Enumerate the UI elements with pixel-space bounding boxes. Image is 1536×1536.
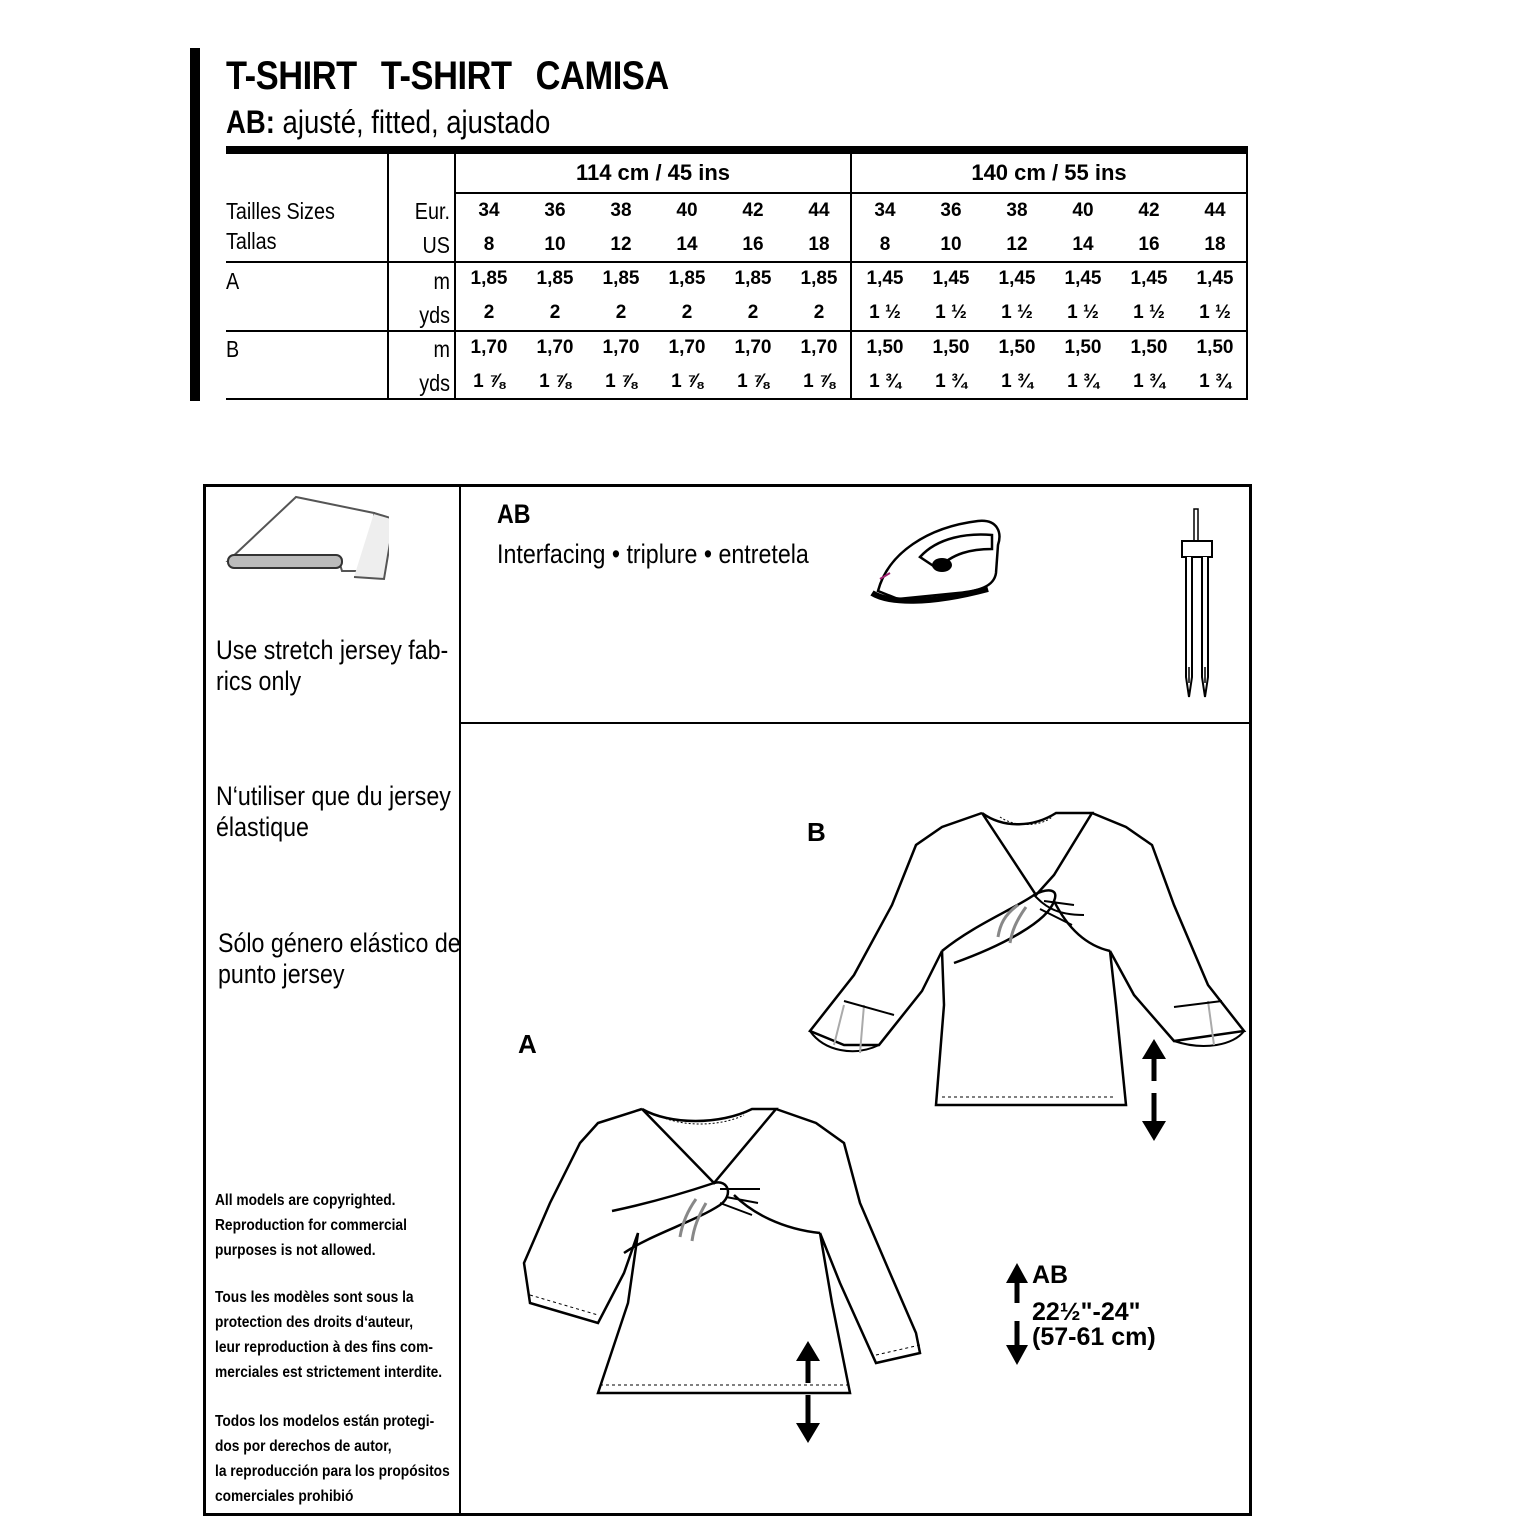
length-views-label: AB	[1032, 1261, 1069, 1289]
copyright-line: protection des droits d‘auteur,	[215, 1314, 414, 1331]
yards-cell: 1 ⅞	[539, 371, 571, 392]
us-size-cell: 14	[1072, 234, 1094, 255]
eur-size-cell: 38	[610, 200, 632, 221]
yardage-table	[226, 146, 1248, 402]
eur-size-cell: 42	[1138, 200, 1160, 221]
yards-cell: 1 ¾	[869, 371, 901, 392]
copyright-line: leur reproduction à des fins com-	[215, 1339, 433, 1356]
eur-size-cell: 34	[874, 200, 896, 221]
yards-cell: 2	[615, 302, 627, 323]
yards-cell: 1 ½	[869, 302, 901, 323]
yards-unit: yds	[419, 370, 450, 396]
yards-cell: 2	[681, 302, 693, 323]
yards-cell: 1 ½	[1001, 302, 1033, 323]
length-arrow-icon	[794, 1339, 822, 1445]
us-size-cell: 12	[610, 234, 632, 255]
fit-subtitle: AB: ajusté, fitted, ajustado	[226, 104, 551, 140]
eur-size-cell: 40	[676, 200, 698, 221]
copyright-line: All models are copyrighted.	[215, 1192, 396, 1209]
copyright-line: la reproducción para los propósitos	[215, 1463, 450, 1480]
us-size-cell: 16	[1138, 234, 1160, 255]
us-size-cell: 10	[544, 234, 566, 255]
eur-size-cell: 44	[808, 200, 830, 221]
yards-cell: 1 ½	[1199, 302, 1231, 323]
eur-size-cell: 36	[940, 200, 962, 221]
meters-unit: m	[433, 336, 450, 362]
yards-cell: 2	[483, 302, 495, 323]
yards-cell: 1 ¾	[935, 371, 967, 392]
us-size-cell: 16	[742, 234, 764, 255]
yards-cell: 1 ½	[1133, 302, 1165, 323]
fabric-note-en: Use stretch jersey fab-	[216, 635, 449, 665]
meters-cell: 1,85	[536, 268, 574, 289]
yards-cell: 1 ⅞	[671, 371, 703, 392]
view-b-garment	[804, 805, 1254, 1135]
width-header-140: 140 cm / 55 ins	[971, 160, 1127, 185]
copyright-line: dos por derechos de autor,	[215, 1438, 392, 1455]
fabric-note-fr: N‘utiliser que du jersey	[216, 781, 451, 811]
fabric-note-en-2: rics only	[216, 666, 302, 696]
finished-length-cm: (57-61 cm)	[1032, 1323, 1156, 1351]
fabric-note-fr-2: élastique	[216, 812, 309, 842]
yards-cell: 1 ¾	[1067, 371, 1099, 392]
fabric-note-es: Sólo género elástico de	[218, 928, 461, 958]
view-a-letter: A	[518, 1029, 537, 1059]
notions-panel	[203, 484, 1252, 1516]
interfacing-text: Interfacing • triplure • entretela	[497, 539, 809, 569]
yards-cell: 2	[747, 302, 759, 323]
meters-cell: 1,50	[1196, 337, 1234, 358]
meters-cell: 1,45	[1064, 268, 1102, 289]
yards-cell: 1 ⅞	[803, 371, 835, 392]
copyright-en	[215, 1188, 407, 1263]
meters-cell: 1,85	[602, 268, 640, 289]
us-size-cell: 18	[1204, 234, 1226, 255]
us-size-cell: 18	[808, 234, 830, 255]
meters-unit: m	[433, 268, 450, 294]
yards-unit: yds	[419, 302, 450, 328]
meters-cell: 1,85	[800, 268, 838, 289]
meters-cell: 1,85	[470, 268, 508, 289]
yards-cell: 1 ⅞	[473, 371, 505, 392]
meters-cell: 1,70	[668, 337, 706, 358]
us-label: US	[422, 232, 450, 258]
views-label: AB	[497, 499, 531, 529]
view-a-label: A	[226, 268, 240, 294]
meters-cell: 1,50	[932, 337, 970, 358]
meters-cell: 1,50	[1130, 337, 1168, 358]
view-b-label: B	[226, 336, 240, 362]
eur-size-cell: 42	[742, 200, 764, 221]
view-b-letter: B	[807, 817, 826, 847]
meters-cell: 1,50	[998, 337, 1036, 358]
yards-cell: 2	[813, 302, 825, 323]
sidebar-bar	[190, 48, 200, 401]
copyright-line: Reproduction for commercial	[215, 1217, 407, 1234]
eur-label: Eur.	[414, 198, 450, 224]
length-arrow-icon	[1140, 1037, 1168, 1143]
fabric-bolt-icon	[224, 491, 389, 583]
meters-cell: 1,70	[602, 337, 640, 358]
yards-cell: 1 ¾	[1133, 371, 1165, 392]
eur-size-cell: 40	[1072, 200, 1094, 221]
copyright-line: Todos los modelos están protegi-	[215, 1413, 435, 1430]
sizes-label: Tailles Sizes	[226, 198, 335, 224]
meters-cell: 1,45	[932, 268, 970, 289]
meters-cell: 1,70	[536, 337, 574, 358]
us-size-cell: 8	[483, 234, 495, 255]
copyright-line: purposes is not allowed.	[215, 1242, 376, 1259]
meters-cell: 1,70	[800, 337, 838, 358]
copyright-es	[215, 1409, 450, 1509]
yards-cell: 2	[549, 302, 561, 323]
eur-size-cell: 34	[478, 200, 500, 221]
meters-cell: 1,45	[866, 268, 904, 289]
yards-cell: 1 ¾	[1001, 371, 1033, 392]
copyright-fr	[215, 1285, 442, 1385]
meters-cell: 1,45	[998, 268, 1036, 289]
yards-cell: 1 ½	[1067, 302, 1099, 323]
us-size-cell: 8	[879, 234, 891, 255]
page-title: T-SHIRT T-SHIRT CAMISA	[226, 54, 669, 98]
meters-cell: 1,70	[734, 337, 772, 358]
us-size-cell: 10	[940, 234, 962, 255]
meters-cell: 1,50	[1064, 337, 1102, 358]
meters-cell: 1,50	[866, 337, 904, 358]
meters-cell: 1,45	[1130, 268, 1168, 289]
view-a-garment	[520, 1103, 930, 1419]
copyright-line: merciales est strictement interdite.	[215, 1364, 443, 1381]
meters-cell: 1,45	[1196, 268, 1234, 289]
copyright-line: Tous les modèles sont sous la	[215, 1289, 414, 1306]
yards-cell: 1 ⅞	[605, 371, 637, 392]
meters-cell: 1,70	[470, 337, 508, 358]
eur-size-cell: 38	[1006, 200, 1028, 221]
finished-length-ins: 22½"-24"	[1032, 1298, 1141, 1326]
us-size-cell: 12	[1006, 234, 1028, 255]
length-arrow-icon	[1004, 1261, 1030, 1367]
meters-cell: 1,85	[668, 268, 706, 289]
yards-cell: 1 ¾	[1199, 371, 1231, 392]
eur-size-cell: 36	[544, 200, 566, 221]
iron-icon	[868, 513, 1008, 607]
fabric-note-es-2: punto jersey	[218, 959, 345, 989]
twin-needle-icon	[1174, 507, 1224, 703]
yards-cell: 1 ½	[935, 302, 967, 323]
sizes-label-es: Tallas	[226, 228, 277, 254]
us-size-cell: 14	[676, 234, 698, 255]
meters-cell: 1,85	[734, 268, 772, 289]
width-header-114: 114 cm / 45 ins	[575, 160, 731, 185]
yards-cell: 1 ⅞	[737, 371, 769, 392]
copyright-line: comerciales prohibió	[215, 1488, 354, 1505]
eur-size-cell: 44	[1204, 200, 1226, 221]
